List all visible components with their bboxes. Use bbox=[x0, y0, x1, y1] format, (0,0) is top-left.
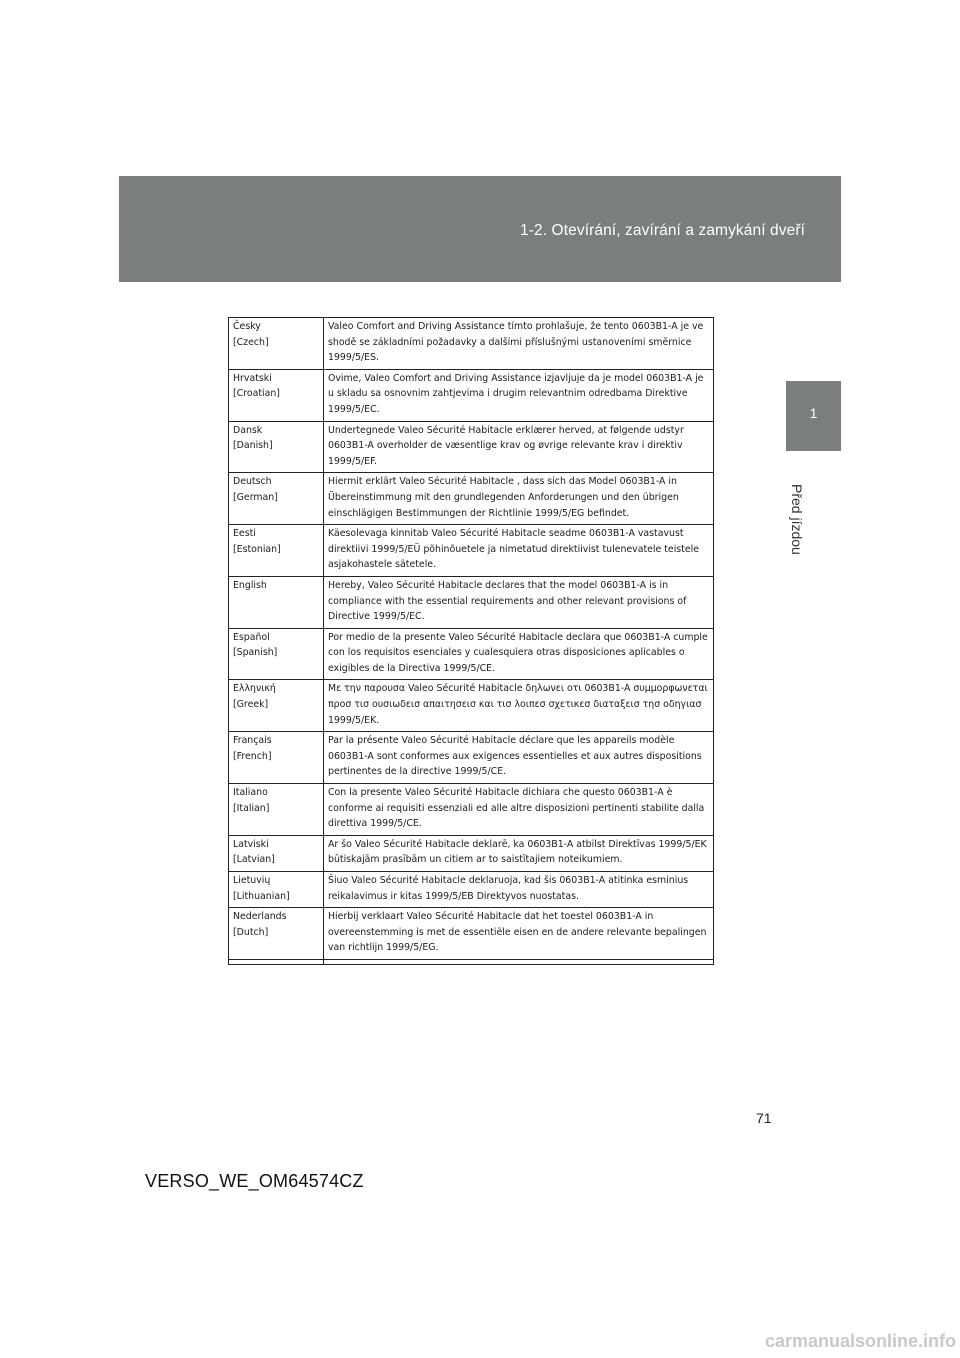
declaration-text: Par la présente Valeo Sécurité Habitacle déclare que les appareils modèle 0603B1-A sont conformes aux exigences essentielles et aux autres dispositions pertinentes de la directive 1999/5/CE. bbox=[324, 732, 714, 784]
declaration-text: Por medio de la presente Valeo Sécurité Habitacle declara que 0603B1-A cumple con los requisitos esenciales y cualesquiera otras disposiciones aplicables o exigibles de la Directiva 1999/5/CE. bbox=[324, 628, 714, 680]
declaration-row bbox=[229, 473, 714, 525]
language-cell bbox=[229, 628, 324, 680]
language-name: Česky bbox=[233, 321, 261, 332]
declaration-text: Hierbij verklaart Valeo Sécurité Habitacle dat het toestel 0603B1-A in overeenstemming is met de essentiële eisen en de andere relevante bepalingen van richtlijn 1999/5/EG. bbox=[324, 908, 714, 960]
declaration-text: Hiermit erklärt Valeo Sécurité Habitacle , dass sich das Model 0603B1-A in Übereinstimmung mit den grundlegenden Anforderungen und den übrigen einschlägigen Bestimmungen der Richtlinie 1999/5/EG befindet. bbox=[324, 473, 714, 525]
declaration-row bbox=[229, 872, 714, 908]
declaration-text bbox=[324, 959, 714, 964]
language-cell bbox=[229, 473, 324, 525]
language-name: Lietuvių bbox=[233, 875, 271, 886]
language-english-name: [Danish] bbox=[233, 440, 273, 452]
language-english-name: [Czech] bbox=[233, 336, 269, 348]
language-cell bbox=[229, 732, 324, 784]
language-name: Latviski bbox=[233, 838, 269, 850]
language-english-name: [Greek] bbox=[233, 699, 269, 711]
language-cell bbox=[229, 908, 324, 960]
language-name: Italiano bbox=[233, 787, 268, 799]
language-cell bbox=[229, 421, 324, 473]
declaration-row bbox=[229, 525, 714, 577]
page-number: 71 bbox=[756, 1110, 772, 1126]
language-cell bbox=[229, 872, 324, 908]
declaration-row bbox=[229, 732, 714, 784]
watermark: carmanualsonline.info bbox=[764, 1331, 956, 1351]
language-cell bbox=[229, 576, 324, 628]
chapter-number: 1 bbox=[809, 405, 818, 421]
declaration-text: Ovime, Valeo Comfort and Driving Assistance izjavljuje da je model 0603B1-A je u skladu sa osnovnim zahtjevima i drugim relevantnim odredbama Direktive 1999/5/EC. bbox=[324, 369, 714, 421]
language-cell bbox=[229, 835, 324, 871]
declaration-row bbox=[229, 959, 714, 964]
chapter-label-text: Před jízdou bbox=[789, 484, 805, 555]
declaration-row bbox=[229, 628, 714, 680]
language-english-name: [Croatian] bbox=[233, 388, 280, 400]
language-english-name: [Italian] bbox=[233, 802, 270, 814]
language-name: Français bbox=[233, 735, 272, 747]
language-cell bbox=[229, 680, 324, 732]
language-name: Ελληνική bbox=[233, 683, 276, 695]
declaration-text: Šiuo Valeo Sécurité Habitacle deklaruoja, kad šis 0603B1-A atitinka esminius reikalavimus ir kitas 1999/5/EB Direktyvos nuostatas. bbox=[324, 872, 714, 908]
language-english-name: [Dutch] bbox=[233, 926, 269, 938]
declaration-row bbox=[229, 835, 714, 871]
language-name: Hrvatski bbox=[233, 372, 272, 384]
declaration-row bbox=[229, 421, 714, 473]
language-english-name: [German] bbox=[233, 491, 278, 503]
language-cell bbox=[229, 369, 324, 421]
declaration-row bbox=[229, 680, 714, 732]
language-name: Eesti bbox=[233, 528, 256, 540]
language-cell bbox=[229, 525, 324, 577]
section-title: 1-2. Otevírání, zavírání a zamykání dveří bbox=[520, 222, 805, 239]
language-name: English bbox=[233, 579, 267, 591]
declaration-text: Valeo Comfort and Driving Assistance tímto prohlašuje, že tento 0603B1-A je ve shodě se základními požadavky a dalšími příslušnými ustanoveními směrnice 1999/5/ES. bbox=[324, 318, 714, 370]
chapter-tab bbox=[786, 381, 841, 451]
declaration-row bbox=[229, 576, 714, 628]
language-english-name: [Latvian] bbox=[233, 854, 275, 866]
language-name: Español bbox=[233, 631, 270, 643]
chapter-label bbox=[789, 484, 809, 564]
declaration-text: Με την παρουσα Valeo Sécurité Habitacle δηλωνει οτι 0603B1-A συμμορφωνεται προσ τισ ουσιωδεισ απαιτησεισ και τισ λοιπεσ σχετικεσ διαταξεισ τησ οδηγιασ 1999/5/ΕΚ. bbox=[324, 680, 714, 732]
language-english-name: [Lithuanian] bbox=[233, 890, 290, 902]
declaration-text: Undertegnede Valeo Sécurité Habitacle erklærer herved, at følgende udstyr 0603B1-A overholder de væsentlige krav og øvrige relevante krav i direktiv 1999/5/EF. bbox=[324, 421, 714, 473]
declaration-row bbox=[229, 369, 714, 421]
language-english-name: [French] bbox=[233, 750, 272, 762]
declaration-text: Hereby, Valeo Sécurité Habitacle declares that the model 0603B1-A is in compliance with the essential requirements and other relevant provisions of Directive 1999/5/EC. bbox=[324, 576, 714, 628]
language-english-name: [Estonian] bbox=[233, 543, 281, 555]
language-cell bbox=[229, 318, 324, 370]
language-name: Dansk bbox=[233, 424, 263, 436]
language-name: Nederlands bbox=[233, 911, 287, 923]
language-cell bbox=[229, 784, 324, 836]
declaration-row bbox=[229, 318, 714, 370]
declaration-table bbox=[228, 317, 714, 965]
declaration-row bbox=[229, 784, 714, 836]
declaration-text: Ar šo Valeo Sécurité Habitacle deklarē, ka 0603B1-A atbilst Direktīvas 1999/5/EK būtiskajām prasībām un citiem ar to saistītajiem noteikumiem. bbox=[324, 835, 714, 871]
declaration-text: Con la presente Valeo Sécurité Habitacle dichiara che questo 0603B1-A è conforme ai requisiti essenziali ed alle altre disposizioni pertinenti stabilite dalla direttiva 1999/5/CE. bbox=[324, 784, 714, 836]
declaration-text: Käesolevaga kinnitab Valeo Sécurité Habitacle seadme 0603B1-A vastavust direktiivi 1999/5/EÜ põhinõuetele ja nimetatud direktiivist tulenevatele teistele asjakohastele sätetele. bbox=[324, 525, 714, 577]
language-cell bbox=[229, 959, 324, 964]
language-name: Deutsch bbox=[233, 476, 272, 488]
language-english-name: [Spanish] bbox=[233, 647, 278, 659]
declaration-row bbox=[229, 908, 714, 960]
section-header bbox=[119, 176, 841, 282]
document-code: VERSO_WE_OM64574CZ bbox=[145, 1171, 364, 1191]
